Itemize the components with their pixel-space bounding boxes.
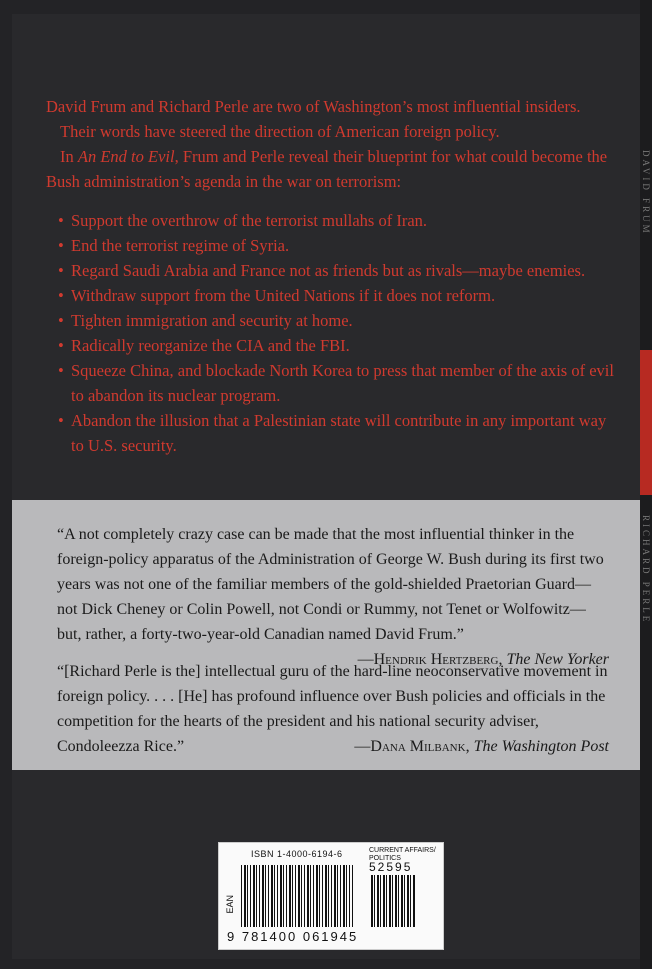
- isbn-text: ISBN 1-4000-6194-6: [251, 849, 343, 859]
- policy-item: • Support the overthrow of the terrorist mullahs of Iran.: [46, 208, 616, 233]
- addon-bars: [371, 875, 415, 927]
- policy-item: • Abandon the illusion that a Palestinian state will contribute in any important way to U.S. security.: [46, 408, 616, 458]
- blurb-line-2: Their words have steered the direction of American foreign policy.: [60, 122, 500, 141]
- policy-item: • Tighten immigration and security at home.: [46, 308, 616, 333]
- blurb-line-3-suffix: , Frum and Perle reveal their blueprint for what could become the Bush administration’s agenda in the war on terrorism:: [46, 147, 608, 191]
- policy-item: • Regard Saudi Arabia and France not as friends but as rivals—maybe enemies.: [46, 258, 616, 283]
- barcode-label: [218, 842, 444, 950]
- blurb-intro: David Frum and Richard Perle are two of Washington’s most influential insiders.: [46, 97, 581, 116]
- category-line-1: CURRENT AFFAIRS/: [369, 847, 436, 854]
- blurb-line-3: [46, 144, 616, 194]
- review-quote-2: [57, 659, 609, 759]
- blurb-section: [46, 94, 616, 458]
- quote-text: “[Richard Perle is the] intellectual guru of the hard-line neoconservative movement in foreign policy. . . . [He] has profound influence over Bush policies and officials in the competition for the hearts of the president and his national security adviser, Condoleezza Rice.”: [57, 663, 608, 755]
- quote-attribution: [354, 734, 609, 759]
- spine-author-1: DAVID FRUM: [641, 150, 651, 236]
- book-title: An End to Evil: [77, 147, 175, 166]
- category-line-2: POLITICS: [369, 855, 401, 862]
- blurb-line-3-prefix: In: [60, 147, 78, 166]
- barcode-number: 9 781400 061945: [227, 929, 359, 944]
- policy-item: • Withdraw support from the United Nations if it does not reform.: [46, 283, 616, 308]
- policy-item: • Radically reorganize the CIA and the FBI.: [46, 333, 616, 358]
- barcode-bars: [241, 865, 353, 927]
- quote-publication: The New Yorker: [506, 651, 609, 668]
- quote-text: “A not completely crazy case can be made that the most influential thinker in the foreign-policy apparatus of the Administration of George W. Bush during its first two years was not one of the familiar members of the gold-shielded Praetorian Guard—not Dick Cheney or Colin Powell, not Condi or Rummy, not Tenet or Wolfowitz—but, rather, a forty-two-year-old Canadian named David Frum.”: [57, 526, 604, 643]
- ean-label: EAN: [225, 895, 235, 914]
- quote-author: —Dana Milbank,: [354, 738, 470, 755]
- policy-item: • End the terrorist regime of Syria.: [46, 233, 616, 258]
- review-quote-1: [57, 522, 609, 672]
- policy-list: [46, 208, 616, 458]
- policy-item: • Squeeze China, and blockade North Korea to press that member of the axis of evil to abandon its nuclear program.: [46, 358, 616, 408]
- price-addon-number: 52595: [369, 860, 413, 874]
- quote-author: —Hendrik Hertzberg,: [357, 651, 503, 668]
- quote-publication: The Washington Post: [473, 738, 609, 755]
- spine-red-band: [640, 350, 652, 495]
- spine-edge: [640, 0, 652, 969]
- spine-author-2: RICHARD PERLE: [641, 515, 651, 625]
